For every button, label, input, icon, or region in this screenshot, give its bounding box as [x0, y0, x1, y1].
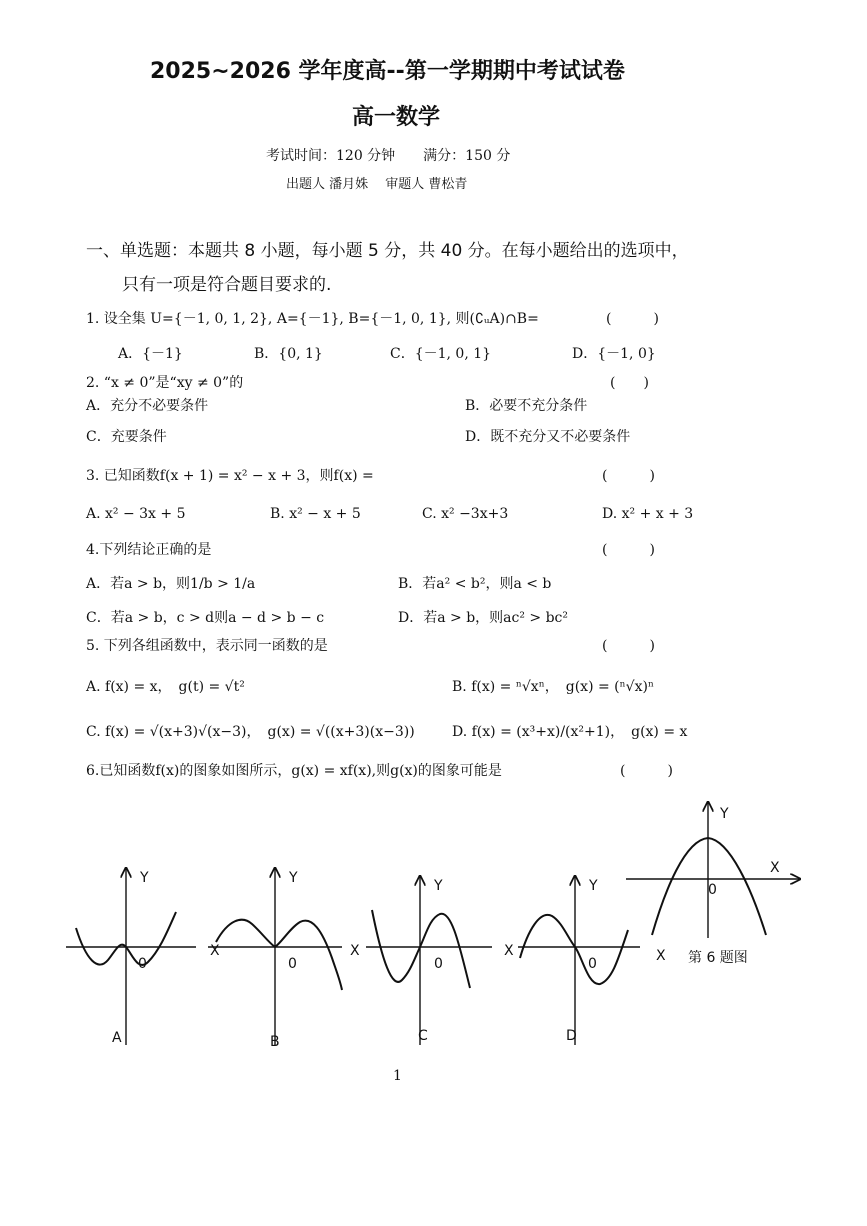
graph-d-origin: 0	[588, 956, 597, 972]
graph-b-origin: 0	[288, 956, 297, 972]
section-heading-line1: 一、单选题：本题共 8 小题，每小题 5 分，共 40 分。在每小题给出的选项中，	[86, 241, 689, 261]
graph-c-x-label: X	[350, 943, 360, 959]
graph-b-y-label: Y	[289, 870, 298, 886]
reference-graph	[626, 802, 800, 966]
q1-option-b: B．{0, 1}	[254, 346, 323, 362]
q1-answer-paren: ( )	[606, 311, 659, 327]
q6-answer-paren: ( )	[620, 763, 673, 779]
graph-b-x-label: X	[210, 943, 220, 959]
graph-b	[208, 868, 342, 1050]
graph-d-x-label: X	[504, 943, 514, 959]
q3-option-b: B. x² − x + 5	[270, 506, 361, 522]
reference-x-label: X	[770, 860, 780, 876]
q5-answer-paren: ( )	[602, 638, 655, 654]
q5-option-b: B. f(x) = ⁿ√xⁿ， g(x) = (ⁿ√x)ⁿ	[452, 679, 655, 695]
q2-option-c: C．充要条件	[86, 429, 167, 445]
q3-option-c: C. x² −3x+3	[422, 506, 509, 522]
graph-c-y-label: Y	[434, 878, 443, 894]
reference-y-label: Y	[720, 806, 729, 822]
q5-stem: 5. 下列各组函数中，表示同一函数的是	[86, 638, 328, 654]
q4-stem: 4.下列结论正确的是	[86, 542, 212, 558]
q2-stem: 2. “x ≠ 0”是“xy ≠ 0”的	[86, 375, 244, 391]
exam-title: 2025~2026 学年度高--第一学期期中考试试卷	[150, 59, 625, 84]
q6-figures	[0, 790, 867, 1090]
reference-origin: 0	[708, 882, 717, 898]
q3-option-d: D. x² + x + 3	[602, 506, 694, 522]
q1-option-a: A．{－1}	[118, 346, 183, 362]
graph-a-label: A	[112, 1030, 122, 1046]
graph-a-y-label: Y	[140, 870, 149, 886]
q1-option-c: C．{－1, 0, 1}	[390, 346, 492, 362]
q1-option-d: D．{－1, 0}	[572, 346, 656, 362]
q4-answer-paren: ( )	[602, 542, 655, 558]
graph-c-label: C	[418, 1028, 428, 1044]
q4-option-b: B．若a² < b²，则a < b	[398, 576, 552, 592]
graph-b-label: B	[270, 1034, 280, 1050]
authors-line: 出题人 潘月姝 审题人 曹松青	[286, 177, 468, 192]
q5-option-a: A. f(x) = x， g(t) = √t²	[86, 679, 245, 695]
graph-d-y-label: Y	[589, 878, 598, 894]
q1-stem: 1. 设全集 U={－1, 0, 1, 2}, A={－1}, B={－1, 0, 1}, 则(∁ᵤA)∩B=	[86, 311, 539, 327]
section-heading-line2: 只有一项是符合题目要求的.	[122, 275, 332, 295]
q3-stem: 3. 已知函数f(x + 1) = x² − x + 3，则f(x) =	[86, 468, 374, 484]
q3-answer-paren: ( )	[602, 468, 655, 484]
q2-option-d: D．既不充分又不必要条件	[465, 429, 631, 445]
graph-a	[66, 868, 196, 1046]
graph-a-origin: 0	[138, 956, 147, 972]
q4-option-d: D．若a > b，则ac² > bc²	[398, 610, 569, 626]
graph-c	[350, 876, 492, 1045]
graph-d	[504, 876, 640, 1045]
q2-option-b: B．必要不充分条件	[465, 398, 588, 414]
q2-option-a: A．充分不必要条件	[86, 398, 209, 414]
time-score-line: 考试时间：120 分钟 满分：150 分	[266, 148, 511, 164]
graph-d-label: D	[566, 1028, 577, 1044]
q5-option-c: C. f(x) = √(x+3)√(x−3)， g(x) = √((x+3)(x−3))	[86, 724, 415, 740]
page-number: 1	[393, 1068, 402, 1084]
q4-option-a: A．若a > b，则1/b > 1/a	[86, 576, 256, 592]
q6-stem: 6.已知函数f(x)的图象如图所示，g(x) = xf(x),则g(x)的图象可能是	[86, 763, 502, 779]
reference-x-label-left: X	[656, 948, 666, 964]
subject-title: 高一数学	[352, 105, 441, 130]
graph-c-origin: 0	[434, 956, 443, 972]
q4-option-c: C．若a > b，c > d则a − d > b − c	[86, 610, 325, 626]
q2-answer-paren: ( )	[610, 375, 649, 391]
q3-option-a: A. x² − 3x + 5	[86, 506, 186, 522]
q5-option-d: D. f(x) = (x³+x)/(x²+1)， g(x) = x	[452, 724, 688, 740]
figure-caption: 第 6 题图	[688, 950, 748, 966]
